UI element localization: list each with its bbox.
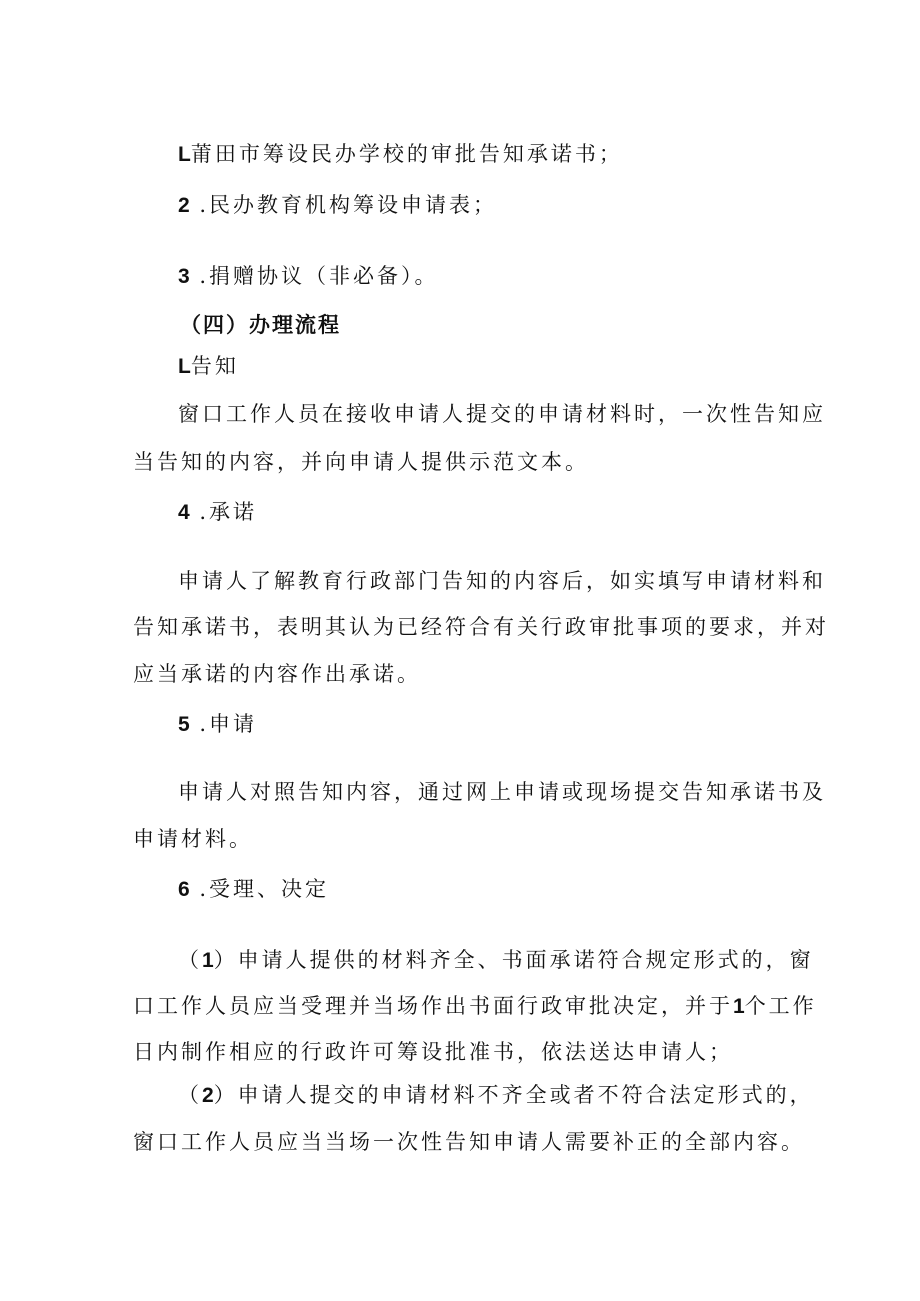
sub-item-text: 口工作人员应当受理并当场作出书面行政审批决定，并于 — [133, 994, 733, 1018]
sub-item-number: 2 — [202, 1084, 214, 1107]
step-4-title — [178, 875, 329, 904]
step-number: L — [178, 355, 191, 378]
item-number: 3 — [178, 265, 190, 288]
paren-open: （ — [178, 948, 202, 972]
section-heading: （四）办理流程 — [180, 313, 341, 337]
sub-item-text: ）申请人提供的材料齐全、书面承诺符合规定形式的，窗 — [213, 948, 814, 972]
sub-item-text: ）申请人提交的申请材料不齐全或者不符合法定形式的， — [213, 1083, 814, 1107]
step-title: 告知 — [190, 354, 239, 378]
step-2-body-line-3: 应当承诺的内容作出承诺。 — [133, 662, 421, 686]
step-2-body-line-1: 申请人了解教育行政部门告知的内容后，如实填写申请材料和 — [178, 569, 826, 593]
work-day-count: 1 — [733, 995, 745, 1018]
item-text: 莆田市筹设民办学校的审批告知承诺书； — [190, 142, 623, 166]
step-number: 6 — [178, 878, 190, 901]
step-2-body-line-2: 告知承诺书，表明其认为已经符合有关行政审批事项的要求，并对 — [133, 615, 829, 639]
step-number: 4 — [178, 501, 190, 524]
step-title: .申请 — [189, 712, 258, 736]
sub-item-text: 个工作 — [744, 994, 817, 1018]
step-3-body-line-2: 申请材料。 — [133, 827, 253, 851]
step-3-title — [178, 710, 257, 739]
step-3-body-line-1: 申请人对照告知内容，通过网上申请或现场提交告知承诺书及 — [178, 780, 826, 804]
sub-item-1-line-2 — [133, 992, 817, 1021]
sub-item-1-line-3: 日内制作相应的行政许可筹设批准书，依法送达申请人； — [133, 1040, 733, 1064]
item-text: .民办教育机构筹设申请表； — [189, 193, 498, 217]
step-1-body-line-2: 当告知的内容，并向申请人提供示范文本。 — [133, 450, 589, 474]
item-number: 2 — [178, 194, 190, 217]
material-item-1 — [178, 140, 623, 169]
step-number: 5 — [178, 713, 190, 736]
step-1-title — [178, 352, 239, 381]
material-item-3 — [178, 262, 439, 291]
item-text: .捐赠协议（非必备）。 — [189, 264, 439, 288]
sub-item-number: 1 — [202, 949, 214, 972]
paren-open: （ — [178, 1083, 202, 1107]
sub-item-1-line-1 — [178, 946, 814, 975]
step-title: .受理、决定 — [189, 877, 330, 901]
step-1-body-line-1: 窗口工作人员在接收申请人提交的申请材料时，一次性告知应 — [178, 402, 826, 426]
sub-item-2-line-1 — [178, 1081, 814, 1110]
item-number: L — [178, 143, 191, 166]
step-2-title — [178, 498, 257, 527]
step-title: .承诺 — [189, 500, 258, 524]
material-item-2 — [178, 191, 497, 220]
sub-item-2-line-2: 窗口工作人员应当当场一次性告知申请人需要补正的全部内容。 — [133, 1130, 805, 1154]
